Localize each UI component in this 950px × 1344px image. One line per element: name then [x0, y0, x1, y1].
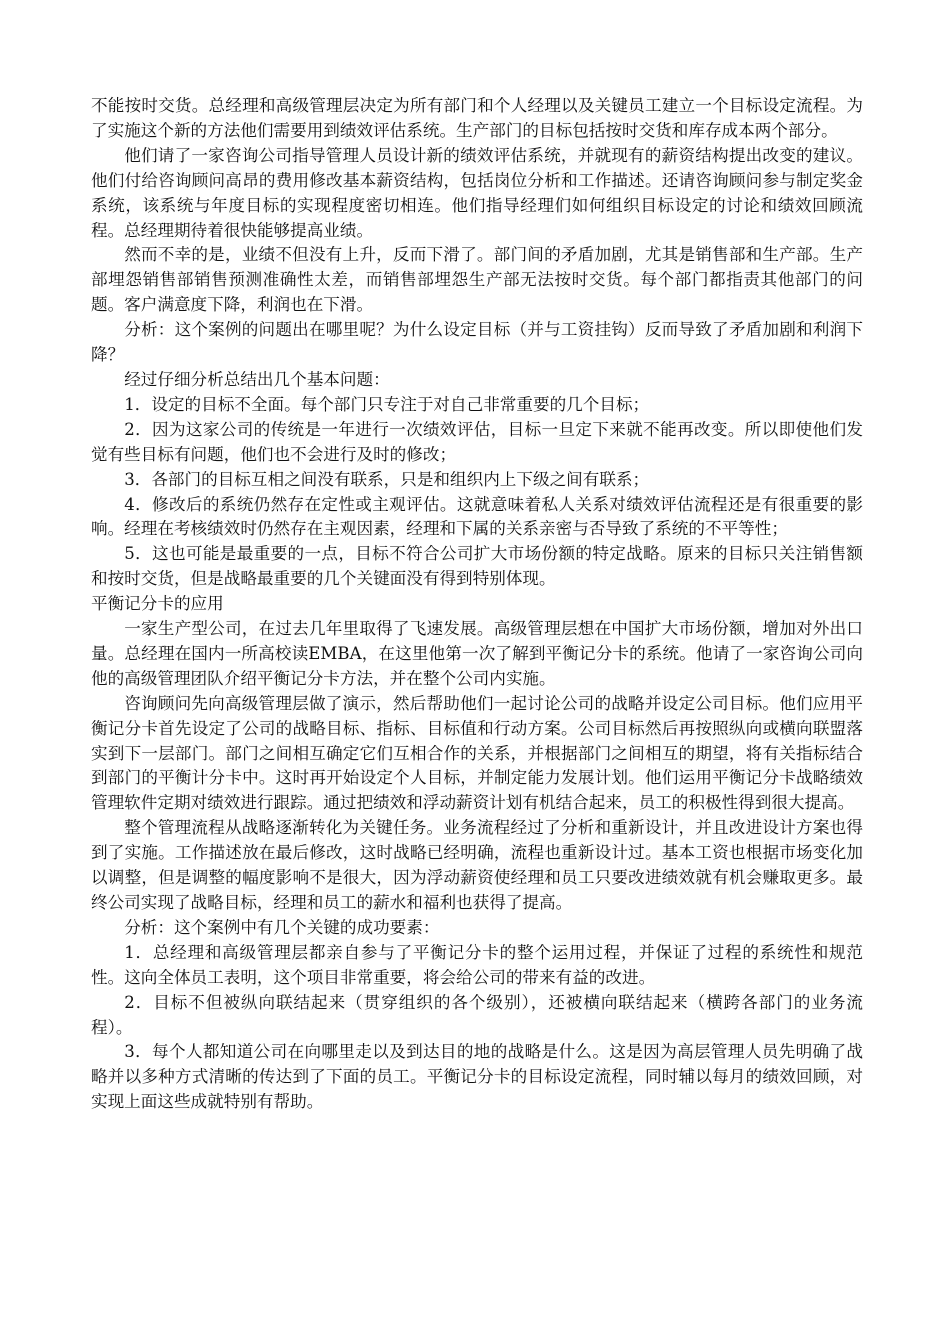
list-item-success-3: 3．每个人都知道公司在向哪里走以及到达目的地的战略是什么。这是因为高层管理人员先明确了战略并以多种方式清晰的传达到了下面的员工。平衡记分卡的目标设定流程，同时辅以每月的绩效回顾，对实现上面这些成就特别有帮助。 [91, 1042, 863, 1112]
list-item-problem-1: 1．设定的目标不全面。每个部门只专注于对自己非常重要的几个目标； [124, 394, 650, 414]
paragraph-consultant-demo: 咨询顾问先向高级管理层做了演示，然后帮助他们一起讨论公司的战略并设定公司目标。他们应用平衡记分卡首先设定了公司的战略目标、指标、目标值和行动方案。公司目标然后再按照纵向或横向联盟落实到下一层部门。部门之间相互确定它们互相合作的关系，并根据部门之间相互的期望，将有关指标结合到部门的平衡计分卡中。这时再开始设定个人目标，并制定能力发展计划。他们运用平衡记分卡战略绩效管理软件定期对绩效进行跟踪。通过把绩效和浮动薪资计划有机结合起来，员工的积极性得到很大提高。 [91, 693, 863, 813]
paragraph-process-transformation: 整个管理流程从战略逐渐转化为关键任务。业务流程经过了分析和重新设计，并且改进设计方案也得到了实施。工作描述放在最后修改，这时战略已经明确，流程也重新设计过。基本工资也根据市场变化加以调整，但是调整的幅度影响不是很大，因为浮动薪资使经理和员工只要改进绩效就有机会赚取更多。最终公司实现了战略目标，经理和员工的薪水和福利也获得了提高。 [91, 818, 863, 912]
list-item-problem-3: 3．各部门的目标互相之间没有联系，只是和组织内上下级之间有联系； [124, 469, 650, 489]
paragraph-intro-continuation: 不能按时交货。总经理和高级管理层决定为所有部门和个人经理以及关键员工建立一个目标设定流程。为了实施这个新的方法他们需要用到绩效评估系统。生产部门的目标包括按时交货和库存成本两个部分。 [91, 96, 863, 140]
paragraph-success-factors-intro: 分析：这个案例中有几个关键的成功要素： [124, 917, 440, 937]
paragraph-consulting: 他们请了一家咨询公司指导管理人员设计新的绩效评估系统，并就现有的薪资结构提出改变的建议。他们付给咨询顾问高昂的费用修改基本薪资结构，包括岗位分析和工作描述。还请咨询顾问参与制定奖金系统，该系统与年度目标的实现程度密切相连。他们指导经理们如何组织目标设定的讨论和绩效回顾流程。总经理期待着很快能够提高业绩。 [91, 145, 863, 240]
paragraph-decline: 然而不幸的是，业绩不但没有上升，反而下滑了。部门间的矛盾加剧，尤其是销售部和生产部。生产部埋怨销售部销售预测准确性太差，而销售部埋怨生产部无法按时交货。每个部门都指责其他部门的问题。客户满意度下降，利润也在下滑。 [91, 245, 863, 315]
list-item-problem-4: 4．修改后的系统仍然存在定性或主观评估。这就意味着私人关系对绩效评估流程还是有很重要的影响。经理在考核绩效时仍然存在主观因素，经理和下属的关系亲密与否导致了系统的不平等性； [91, 494, 863, 539]
section-heading-bsc: 平衡记分卡的应用 [91, 594, 224, 614]
document-body [91, 94, 863, 1115]
paragraph-analysis-question: 分析：这个案例的问题出在哪里呢？为什么设定目标（并与工资挂钩）反而导致了矛盾加剧和利润下降？ [91, 320, 863, 365]
paragraph-company-growth: 一家生产型公司，在过去几年里取得了飞速发展。高级管理层想在中国扩大市场份额，增加对外出口量。总经理在国内一所高校读EMBA，在这里他第一次了解到平衡记分卡的系统。他请了一家咨询公司向他的高级管理团队介绍平衡记分卡方法，并在整个公司内实施。 [91, 619, 863, 688]
list-item-success-2: 2．目标不但被纵向联结起来（贯穿组织的各个级别），还被横向联结起来（横跨各部门的业务流程）。 [91, 992, 863, 1037]
list-item-problem-2: 2．因为这家公司的传统是一年进行一次绩效评估，目标一旦定下来就不能再改变。所以即使他们发觉有些目标有问题，他们也不会进行及时的修改； [91, 419, 863, 464]
list-item-success-1: 1．总经理和高级管理层都亲自参与了平衡记分卡的整个运用过程，并保证了过程的系统性和规范性。这向全体员工表明，这个项目非常重要，将会给公司的带来有益的改进。 [91, 942, 863, 987]
list-item-problem-5: 5．这也可能是最重要的一点，目标不符合公司扩大市场份额的特定战略。原来的目标只关注销售额和按时交货，但是战略最重要的几个关键面没有得到特别体现。 [91, 544, 863, 589]
paragraph-problems-intro: 经过仔细分析总结出几个基本问题： [124, 369, 390, 389]
